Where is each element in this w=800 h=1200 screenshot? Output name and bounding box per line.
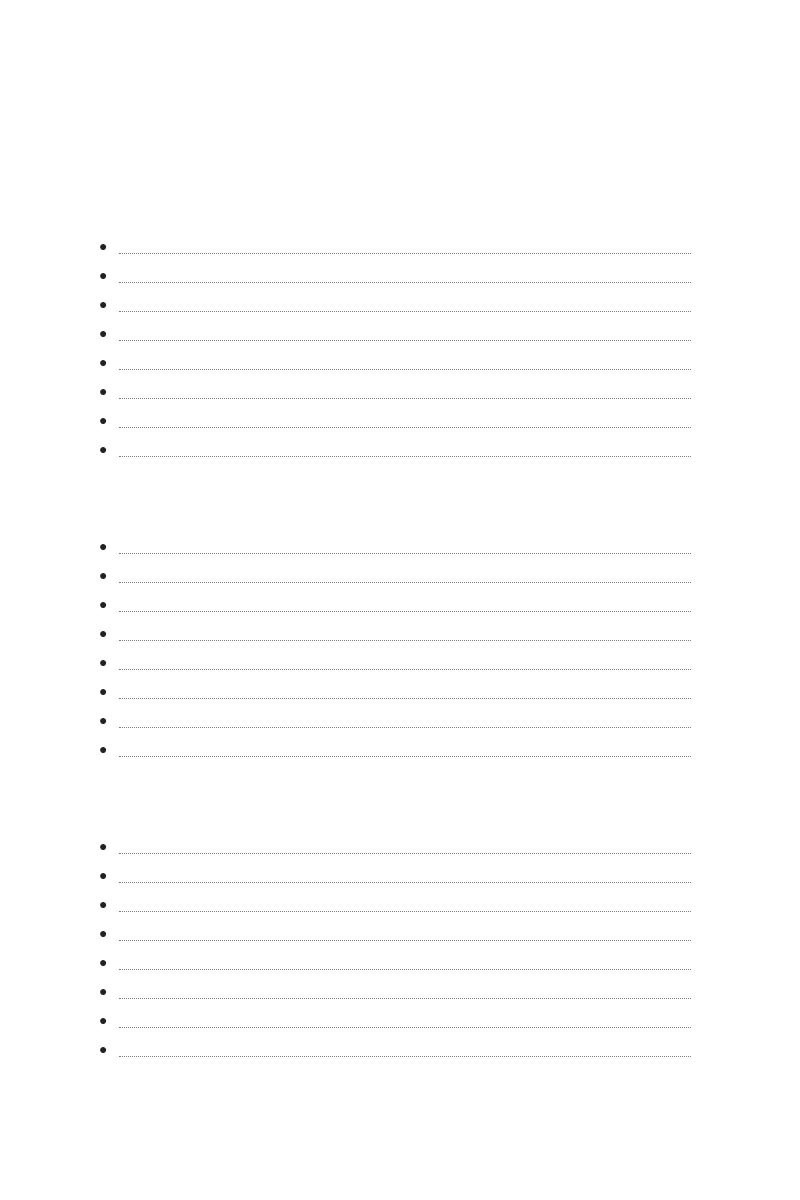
bullet-icon: ● [99,867,108,883]
bullet-icon: ● [99,925,108,941]
toc-entry[interactable] [90,977,710,1006]
toc-entry[interactable] [90,406,710,435]
bullet-icon: ● [99,954,108,970]
dot-leader [119,939,691,941]
dot-leader [119,397,691,399]
dot-leader [119,755,691,757]
toc-list [90,532,710,764]
bullet-icon: ● [99,296,108,312]
toc-entry[interactable] [90,1035,710,1064]
bullet-icon: ● [99,267,108,283]
toc-entry[interactable] [90,435,710,464]
bullet-icon: ● [99,838,108,854]
dot-leader [119,881,691,883]
toc-entry[interactable] [90,561,710,590]
toc-entry[interactable] [90,919,710,948]
toc-entry[interactable] [90,861,710,890]
dot-leader [119,1055,691,1057]
bullet-icon: ● [99,683,108,699]
bullet-icon: ● [99,654,108,670]
toc-entry[interactable] [90,677,710,706]
toc-section [90,798,710,1064]
dot-leader [119,968,691,970]
dot-leader [119,726,691,728]
dot-leader [119,310,691,312]
toc-entry[interactable] [90,290,710,319]
bullet-icon: ● [99,325,108,341]
dot-leader [119,852,691,854]
dot-leader [119,455,691,457]
dot-leader [119,339,691,341]
dot-leader [119,368,691,370]
bottom-ornament-svg [0,1115,800,1200]
toc-list [90,832,710,1064]
section-heading [90,198,710,232]
bullet-icon: ● [99,538,108,554]
bullet-icon: ● [99,1041,108,1057]
toc-entry[interactable] [90,648,710,677]
section-heading [90,798,710,832]
toc-entry[interactable] [90,735,710,764]
toc-entry[interactable] [90,706,710,735]
bullet-icon: ● [99,567,108,583]
bullet-icon: ● [99,983,108,999]
bullet-icon: ● [99,441,108,457]
bullet-icon: ● [99,383,108,399]
top-decorative-border [0,0,800,85]
dot-leader [119,910,691,912]
dot-leader [119,552,691,554]
bullet-icon: ● [99,412,108,428]
toc-list [90,232,710,464]
toc-entry[interactable] [90,261,710,290]
toc-entry[interactable] [90,377,710,406]
dot-leader [119,668,691,670]
dot-leader [119,252,691,254]
dot-leader [119,639,691,641]
dot-leader [119,426,691,428]
bullet-icon: ● [99,596,108,612]
dot-leader [119,581,691,583]
dot-leader [119,997,691,999]
toc-entry[interactable] [90,1006,710,1035]
bullet-icon: ● [99,625,108,641]
toc-entry[interactable] [90,590,710,619]
bullet-icon: ● [99,712,108,728]
bottom-decorative-border [0,1115,800,1200]
bullet-icon: ● [99,896,108,912]
toc-entry[interactable] [90,948,710,977]
bullet-icon: ● [99,354,108,370]
toc-entry[interactable] [90,532,710,561]
toc-entry[interactable] [90,319,710,348]
bullet-icon: ● [99,238,108,254]
top-ornament-svg [0,0,800,85]
toc-section [90,498,710,764]
toc-entry[interactable] [90,348,710,377]
bullet-icon: ● [99,741,108,757]
dot-leader [119,1026,691,1028]
toc-section [90,198,710,464]
bullet-icon: ● [99,1012,108,1028]
toc-entry[interactable] [90,832,710,861]
section-heading [90,498,710,532]
dot-leader [119,610,691,612]
toc-entry[interactable] [90,890,710,919]
dot-leader [119,281,691,283]
toc-entry[interactable] [90,232,710,261]
toc-entry[interactable] [90,619,710,648]
dot-leader [119,697,691,699]
